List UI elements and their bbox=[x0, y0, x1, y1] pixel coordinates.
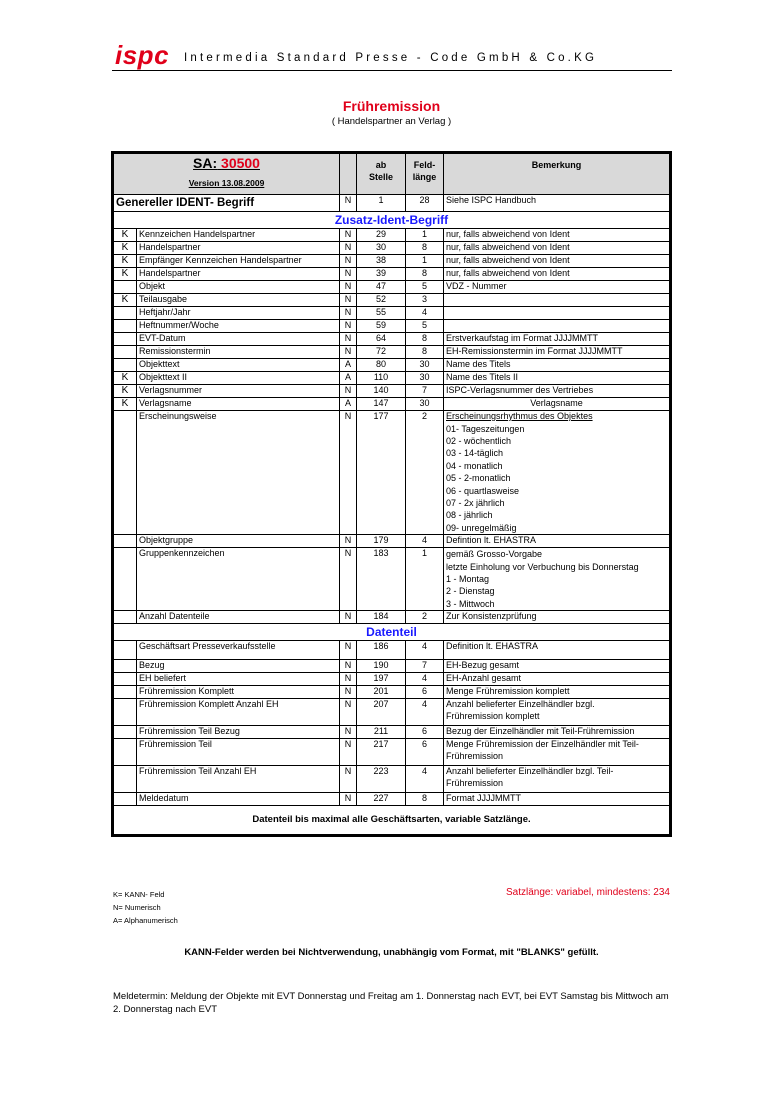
field-kann-flag bbox=[114, 793, 137, 806]
field-name: Verlagsnummer bbox=[137, 385, 340, 398]
field-kann-flag: K bbox=[114, 398, 137, 411]
field-name: EH beliefert bbox=[137, 673, 340, 686]
col-laenge: länge bbox=[412, 171, 437, 182]
field-position: 184 bbox=[357, 611, 406, 624]
field-position: 223 bbox=[357, 766, 406, 793]
generic-ident-note: Siehe ISPC Handbuch bbox=[444, 195, 670, 212]
field-note bbox=[444, 673, 670, 686]
erscheinung-option: 07 - 2x jährlich bbox=[446, 497, 505, 508]
table-row bbox=[114, 242, 670, 255]
gruppen-line: letzte Einholung vor Verbuchung bis Donnerstag bbox=[446, 561, 639, 572]
field-kann-flag bbox=[114, 307, 137, 320]
field-note-line: EH-Bezug gesamt bbox=[446, 660, 520, 671]
field-position: 64 bbox=[357, 333, 406, 346]
field-position: 110 bbox=[357, 372, 406, 385]
table-row bbox=[114, 320, 670, 333]
col-ab: ab bbox=[375, 160, 387, 170]
field-note bbox=[444, 766, 670, 793]
field-position: 177 bbox=[357, 411, 406, 535]
generic-ident-name: Genereller IDENT- Begriff bbox=[114, 195, 340, 212]
table-footer: Datenteil bis maximal alle Geschäftsarten, variable Satzlänge. bbox=[114, 806, 670, 835]
field-kann-flag bbox=[114, 660, 137, 673]
field-name: Anzahl Datenteile bbox=[137, 611, 340, 624]
table-row bbox=[114, 281, 670, 294]
field-length: 8 bbox=[406, 268, 444, 281]
section-zusatz-title: Zusatz-Ident-Begriff bbox=[114, 212, 670, 229]
field-type: N bbox=[340, 793, 357, 806]
field-kann-flag bbox=[114, 320, 137, 333]
section-daten-row bbox=[114, 624, 670, 641]
field-type: N bbox=[340, 766, 357, 793]
field-position: 38 bbox=[357, 255, 406, 268]
erscheinung-option: 02 - wöchentlich bbox=[446, 435, 512, 446]
field-length: 8 bbox=[406, 793, 444, 806]
note-meldetermin: Meldetermin: Meldung der Objekte mit EVT Donnerstag und Freitag am 1. Donnerstag nach EVT, bei EVT Samstag bis Mittwoch am 2. Donnerstag nach EVT bbox=[113, 991, 669, 1015]
field-kann-flag bbox=[114, 411, 137, 535]
field-name: Frühremission Komplett bbox=[137, 686, 340, 699]
table-row bbox=[114, 372, 670, 385]
field-length: 8 bbox=[406, 242, 444, 255]
field-length: 4 bbox=[406, 307, 444, 320]
section-daten-title: Datenteil bbox=[114, 624, 670, 641]
page-title: Frühremission bbox=[342, 98, 441, 114]
field-name: Frühremission Teil Anzahl EH bbox=[137, 766, 340, 793]
field-type: N bbox=[340, 307, 357, 320]
field-length: 2 bbox=[406, 611, 444, 624]
table-row bbox=[114, 766, 670, 793]
table-row bbox=[114, 307, 670, 320]
legend-a: A= Alphanumerisch bbox=[113, 916, 178, 925]
table-row bbox=[114, 641, 670, 660]
legend-n: N= Numerisch bbox=[113, 903, 161, 912]
table-row bbox=[114, 660, 670, 673]
field-kann-flag bbox=[114, 359, 137, 372]
field-length: 8 bbox=[406, 333, 444, 346]
field-name: Verlagsname bbox=[137, 398, 340, 411]
table-row bbox=[114, 611, 670, 624]
field-kann-flag: K bbox=[114, 268, 137, 281]
erscheinung-option: 09- unregelmäßig bbox=[446, 522, 517, 533]
field-kann-flag bbox=[114, 281, 137, 294]
record-layout-table bbox=[111, 151, 672, 837]
table-row bbox=[114, 255, 670, 268]
field-name: Geschäftsart Presseverkaufsstelle bbox=[137, 641, 340, 660]
table-row bbox=[114, 229, 670, 242]
field-kann-flag: K bbox=[114, 255, 137, 268]
field-name: Meldedatum bbox=[137, 793, 340, 806]
field-position: 190 bbox=[357, 660, 406, 673]
field-note-line: Menge Frühremission komplett bbox=[446, 686, 570, 697]
table-row bbox=[114, 359, 670, 372]
field-type: N bbox=[340, 548, 357, 611]
erscheinung-option: 08 - jährlich bbox=[446, 510, 493, 521]
field-type: N bbox=[340, 385, 357, 398]
field-name: EVT-Datum bbox=[137, 333, 340, 346]
field-note: Name des Titels II bbox=[444, 372, 670, 385]
field-name: Handelspartner bbox=[137, 268, 340, 281]
field-type: N bbox=[340, 294, 357, 307]
field-note-line: Format JJJJMMTT bbox=[446, 793, 521, 804]
field-type: N bbox=[340, 611, 357, 624]
field-type: N bbox=[340, 333, 357, 346]
field-note-line: Definition lt. EHASTRA bbox=[446, 641, 539, 652]
field-note-line: Bezug der Einzelhändler mit Teil-Frühremission bbox=[446, 726, 635, 737]
field-type: N bbox=[340, 535, 357, 548]
field-position: 197 bbox=[357, 673, 406, 686]
field-kann-flag: K bbox=[114, 242, 137, 255]
field-kann-flag bbox=[114, 548, 137, 611]
field-note: nur, falls abweichend von Ident bbox=[444, 268, 670, 281]
field-length: 4 bbox=[406, 641, 444, 660]
page-subtitle: ( Handelspartner an Verlag ) bbox=[331, 116, 452, 127]
field-type: A bbox=[340, 359, 357, 372]
field-type: N bbox=[340, 699, 357, 726]
field-note: Zur Konsistenzprüfung bbox=[444, 611, 670, 624]
sa-label: SA: bbox=[193, 155, 218, 171]
field-note bbox=[444, 660, 670, 673]
field-length: 3 bbox=[406, 294, 444, 307]
field-name: Objektgruppe bbox=[137, 535, 340, 548]
field-name: Teilausgabe bbox=[137, 294, 340, 307]
field-kann-flag bbox=[114, 766, 137, 793]
table-row bbox=[114, 548, 670, 611]
table-row bbox=[114, 739, 670, 766]
field-name: Empfänger Kennzeichen Handelspartner bbox=[137, 255, 340, 268]
field-position: 217 bbox=[357, 739, 406, 766]
company-name: Intermedia Standard Presse - Code GmbH & Co.KG bbox=[184, 52, 598, 64]
field-note bbox=[444, 307, 670, 320]
field-type: N bbox=[340, 739, 357, 766]
field-note: EH-Remissionstermin im Format JJJJMMTT bbox=[444, 346, 670, 359]
field-note: nur, falls abweichend von Ident bbox=[444, 229, 670, 242]
field-name: Objekt bbox=[137, 281, 340, 294]
field-position: 39 bbox=[357, 268, 406, 281]
field-note-line: Frühremission bbox=[446, 750, 504, 761]
field-length: 4 bbox=[406, 673, 444, 686]
field-name: Frühremission Komplett Anzahl EH bbox=[137, 699, 340, 726]
erscheinung-option: 05 - 2-monatlich bbox=[446, 473, 511, 484]
field-length: 6 bbox=[406, 739, 444, 766]
field-name: Heftjahr/Jahr bbox=[137, 307, 340, 320]
field-position: 59 bbox=[357, 320, 406, 333]
erscheinung-option: 04 - monatlich bbox=[446, 460, 503, 471]
field-note: Name des Titels bbox=[444, 359, 670, 372]
field-type: N bbox=[340, 726, 357, 739]
field-note-line: Frühremission komplett bbox=[446, 710, 540, 721]
field-type: N bbox=[340, 660, 357, 673]
field-length: 1 bbox=[406, 255, 444, 268]
field-type: N bbox=[340, 346, 357, 359]
field-length: 7 bbox=[406, 660, 444, 673]
field-type: N bbox=[340, 673, 357, 686]
field-note bbox=[444, 793, 670, 806]
field-name: Kennzeichen Handelspartner bbox=[137, 229, 340, 242]
field-kann-flag: K bbox=[114, 294, 137, 307]
field-kann-flag: K bbox=[114, 229, 137, 242]
field-type: N bbox=[340, 268, 357, 281]
field-length: 5 bbox=[406, 281, 444, 294]
field-kann-flag bbox=[114, 686, 137, 699]
field-kann-flag bbox=[114, 726, 137, 739]
sa-number: 30500 bbox=[221, 155, 260, 171]
section-zusatz-row bbox=[114, 212, 670, 229]
table-row bbox=[114, 333, 670, 346]
field-type: N bbox=[340, 320, 357, 333]
col-feld: Feld- bbox=[413, 160, 436, 170]
field-kann-flag: K bbox=[114, 385, 137, 398]
legend-k: K= KANN- Feld bbox=[113, 890, 165, 899]
field-type: N bbox=[340, 641, 357, 660]
field-note bbox=[444, 320, 670, 333]
field-type: N bbox=[340, 281, 357, 294]
field-note bbox=[444, 699, 670, 726]
table-footer-row bbox=[114, 806, 670, 835]
erscheinung-option: 03 - 14-täglich bbox=[446, 448, 504, 459]
field-name: Frühremission Teil Bezug bbox=[137, 726, 340, 739]
table-row bbox=[114, 726, 670, 739]
min-record-length: Satzlänge: variabel, mindestens: 234 bbox=[506, 887, 670, 898]
field-position: 183 bbox=[357, 548, 406, 611]
field-position: 52 bbox=[357, 294, 406, 307]
field-name: Bezug bbox=[137, 660, 340, 673]
ispc-logo: ispc bbox=[115, 40, 170, 70]
field-length: 7 bbox=[406, 385, 444, 398]
field-note: Verlagsname bbox=[444, 398, 670, 411]
field-type: A bbox=[340, 398, 357, 411]
erscheinung-option: 06 - quartlasweise bbox=[446, 485, 520, 496]
field-name: Handelspartner bbox=[137, 242, 340, 255]
legend bbox=[113, 888, 178, 927]
field-kann-flag bbox=[114, 535, 137, 548]
field-name: Remissionstermin bbox=[137, 346, 340, 359]
field-note: nur, falls abweichend von Ident bbox=[444, 255, 670, 268]
gruppen-line: gemäß Grosso-Vorgabe bbox=[446, 549, 543, 560]
field-length: 4 bbox=[406, 766, 444, 793]
version-label: Version 13.08.2009 bbox=[188, 177, 265, 188]
field-note bbox=[444, 548, 670, 611]
field-position: 47 bbox=[357, 281, 406, 294]
field-note bbox=[444, 294, 670, 307]
field-type: N bbox=[340, 255, 357, 268]
field-note: VDZ - Nummer bbox=[444, 281, 670, 294]
note-blanks: KANN-Felder werden bei Nichtverwendung, unabhängig vom Format, mit "BLANKS" gefüllt. bbox=[184, 947, 599, 958]
erscheinung-option: 01- Tageszeitungen bbox=[446, 423, 525, 434]
field-position: 140 bbox=[357, 385, 406, 398]
field-type: N bbox=[340, 229, 357, 242]
field-note: Defintion lt. EHASTRA bbox=[444, 535, 670, 548]
field-kann-flag bbox=[114, 611, 137, 624]
field-name: Objekttext bbox=[137, 359, 340, 372]
field-position: 147 bbox=[357, 398, 406, 411]
gruppen-line: 3 - Mittwoch bbox=[446, 598, 495, 609]
field-position: 80 bbox=[357, 359, 406, 372]
field-kann-flag bbox=[114, 641, 137, 660]
table-row bbox=[114, 294, 670, 307]
table-row bbox=[114, 673, 670, 686]
field-position: 227 bbox=[357, 793, 406, 806]
col-bemerkung: Bemerkung bbox=[444, 154, 670, 195]
field-type: N bbox=[340, 242, 357, 255]
generic-ident-pos: 1 bbox=[357, 195, 406, 212]
field-name: Gruppenkennzeichen bbox=[137, 548, 340, 611]
table-row bbox=[114, 346, 670, 359]
field-position: 186 bbox=[357, 641, 406, 660]
table-row bbox=[114, 793, 670, 806]
field-note-line: Frühremission bbox=[446, 777, 504, 788]
field-note: ISPC-Verlagsnummer des Vertriebes bbox=[444, 385, 670, 398]
table-row bbox=[114, 398, 670, 411]
field-position: 72 bbox=[357, 346, 406, 359]
field-kann-flag bbox=[114, 739, 137, 766]
table-row bbox=[114, 411, 670, 535]
field-length: 4 bbox=[406, 699, 444, 726]
field-length: 30 bbox=[406, 359, 444, 372]
field-length: 6 bbox=[406, 686, 444, 699]
table-row bbox=[114, 268, 670, 281]
field-kann-flag bbox=[114, 673, 137, 686]
field-note bbox=[444, 739, 670, 766]
table-row bbox=[114, 699, 670, 726]
field-note bbox=[444, 686, 670, 699]
field-length: 8 bbox=[406, 346, 444, 359]
generic-ident-type: N bbox=[340, 195, 357, 212]
field-note-line: Menge Frühremission der Einzelhändler mit Teil- bbox=[446, 739, 639, 750]
field-note bbox=[444, 726, 670, 739]
field-length: 1 bbox=[406, 229, 444, 242]
field-name: Erscheinungsweise bbox=[137, 411, 340, 535]
field-length: 30 bbox=[406, 398, 444, 411]
field-length: 6 bbox=[406, 726, 444, 739]
field-note: Erstverkaufstag im Format JJJJMMTT bbox=[444, 333, 670, 346]
gruppen-line: 1 - Montag bbox=[446, 573, 490, 584]
field-position: 30 bbox=[357, 242, 406, 255]
table-row bbox=[114, 385, 670, 398]
field-note bbox=[444, 411, 670, 535]
field-kann-flag: K bbox=[114, 372, 137, 385]
field-note-line: Anzahl belieferter Einzelhändler bzgl. Teil- bbox=[446, 766, 614, 777]
field-name: Frühremission Teil bbox=[137, 739, 340, 766]
field-name: Objekttext II bbox=[137, 372, 340, 385]
field-type: N bbox=[340, 686, 357, 699]
gruppen-line: 2 - Dienstag bbox=[446, 586, 495, 597]
erscheinung-heading: Erscheinungsrhythmus des Objektes bbox=[446, 411, 593, 421]
table-row bbox=[114, 686, 670, 699]
field-kann-flag bbox=[114, 346, 137, 359]
field-length: 4 bbox=[406, 535, 444, 548]
field-kann-flag bbox=[114, 699, 137, 726]
table-row bbox=[114, 535, 670, 548]
page-header bbox=[112, 42, 672, 71]
field-type: N bbox=[340, 411, 357, 535]
field-position: 201 bbox=[357, 686, 406, 699]
field-note-line: Anzahl belieferter Einzelhändler bzgl. bbox=[446, 699, 595, 710]
field-position: 207 bbox=[357, 699, 406, 726]
field-length: 5 bbox=[406, 320, 444, 333]
field-length: 30 bbox=[406, 372, 444, 385]
field-length: 1 bbox=[406, 548, 444, 611]
field-type: A bbox=[340, 372, 357, 385]
field-length: 2 bbox=[406, 411, 444, 535]
field-position: 211 bbox=[357, 726, 406, 739]
field-note-line: EH-Anzahl gesamt bbox=[446, 673, 522, 684]
field-position: 55 bbox=[357, 307, 406, 320]
field-position: 179 bbox=[357, 535, 406, 548]
generic-ident-row bbox=[114, 195, 670, 212]
table-header-row bbox=[114, 154, 670, 195]
field-note: nur, falls abweichend von Ident bbox=[444, 242, 670, 255]
field-position: 29 bbox=[357, 229, 406, 242]
field-note bbox=[444, 641, 670, 660]
field-kann-flag bbox=[114, 333, 137, 346]
generic-ident-len: 28 bbox=[406, 195, 444, 212]
col-stelle: Stelle bbox=[368, 171, 393, 182]
field-name: Heftnummer/Woche bbox=[137, 320, 340, 333]
